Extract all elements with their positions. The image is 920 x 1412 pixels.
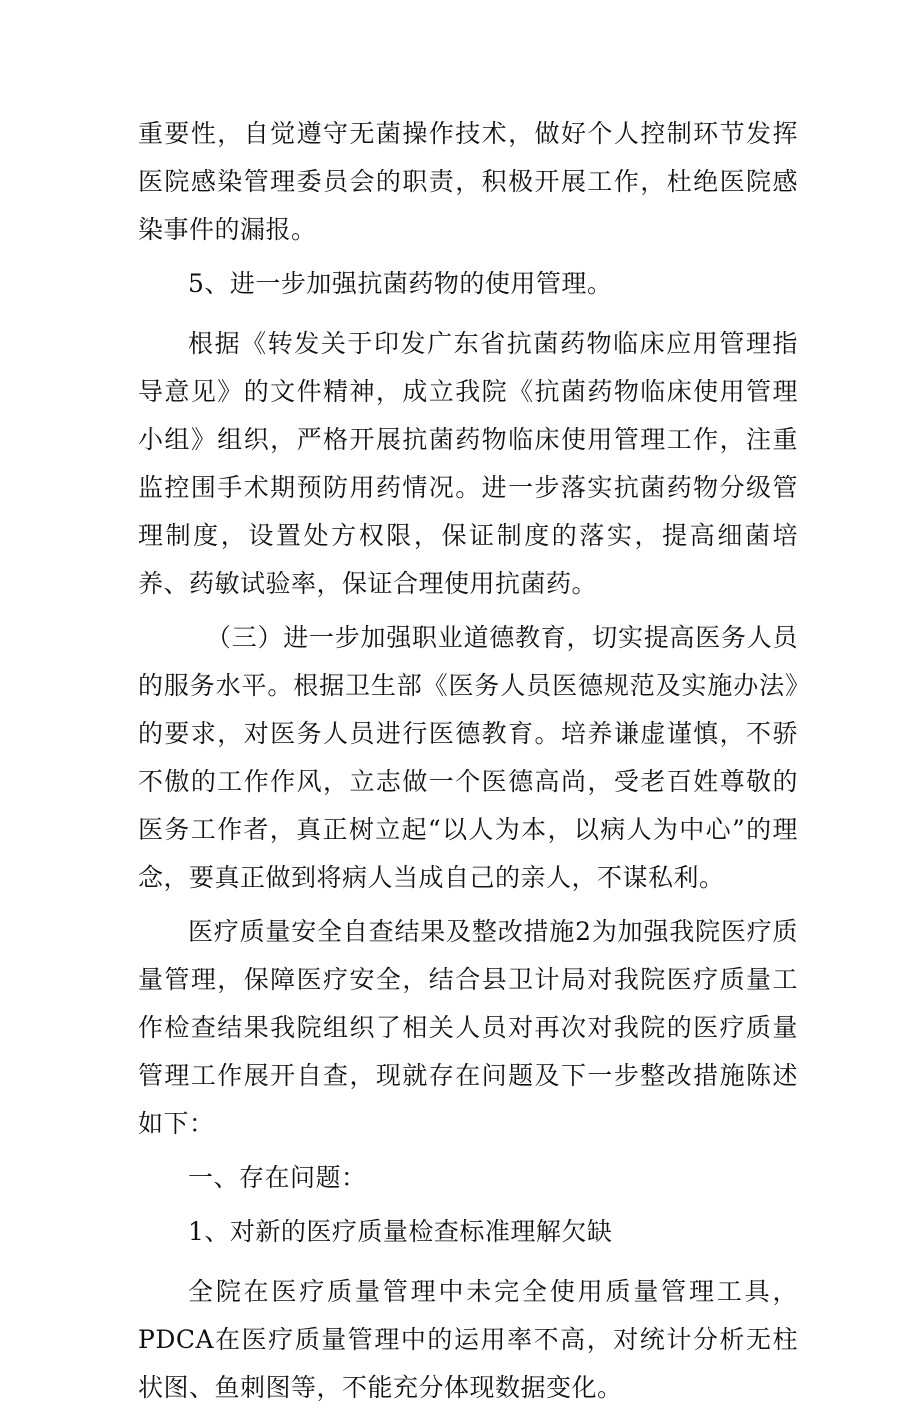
heading-existing-problems: 一、存在问题：: [188, 1163, 367, 1192]
heading-antibiotic-management: 5、进一步加强抗菌药物的使用管理。: [188, 269, 613, 298]
heading-standard-understanding: 1、对新的医疗质量检查标准理解欠缺: [188, 1217, 613, 1246]
paragraph-infection-control-continued: 重要性，自觉遵守无菌操作技术，做好个人控制环节发挥医院感染管理委员会的职责，积极开展工作，杜绝医院感染事件的漏报。: [138, 119, 798, 244]
paragraph-antibiotic-policy: 根据《转发关于印发广东省抗菌药物临床应用管理指导意见》的文件精神，成立我院《抗菌药物临床使用管理小组》组织，严格开展抗菌药物临床使用管理工作，注重监控围手术期预防用药情况。进一步落实抗菌药物分级管理制度，设置处方权限，保证制度的落实，提高细菌培养、药敏试验率，保证合理使用抗菌药。: [138, 329, 798, 598]
paragraph-professional-ethics: （三）进一步加强职业道德教育，切实提高医务人员的服务水平。根据卫生部《医务人员医德规范及实施办法》的要求，对医务人员进行医德教育。培养谦虚谨慎，不骄不傲的工作作风，立志做一个医德高尚，受老百姓尊敬的医务工作者，真正树立起“以人为本，以病人为中心”的理念，要真正做到将病人当成自己的亲人，不谋私利。: [138, 623, 798, 892]
document-body: [138, 110, 798, 1412]
paragraph-quality-tools: 全院在医疗质量管理中未完全使用质量管理工具，PDCA在医疗质量管理中的运用率不高，对统计分析无柱状图、鱼刺图等，不能充分体现数据变化。: [138, 1277, 798, 1402]
paragraph-quality-self-inspection: 医疗质量安全自查结果及整改措施2为加强我院医疗质量管理，保障医疗安全，结合县卫计局对我院医疗质量工作检查结果我院组织了相关人员对再次对我院的医疗质量管理工作展开自查，现就存在问题及下一步整改措施陈述如下：: [138, 917, 798, 1138]
